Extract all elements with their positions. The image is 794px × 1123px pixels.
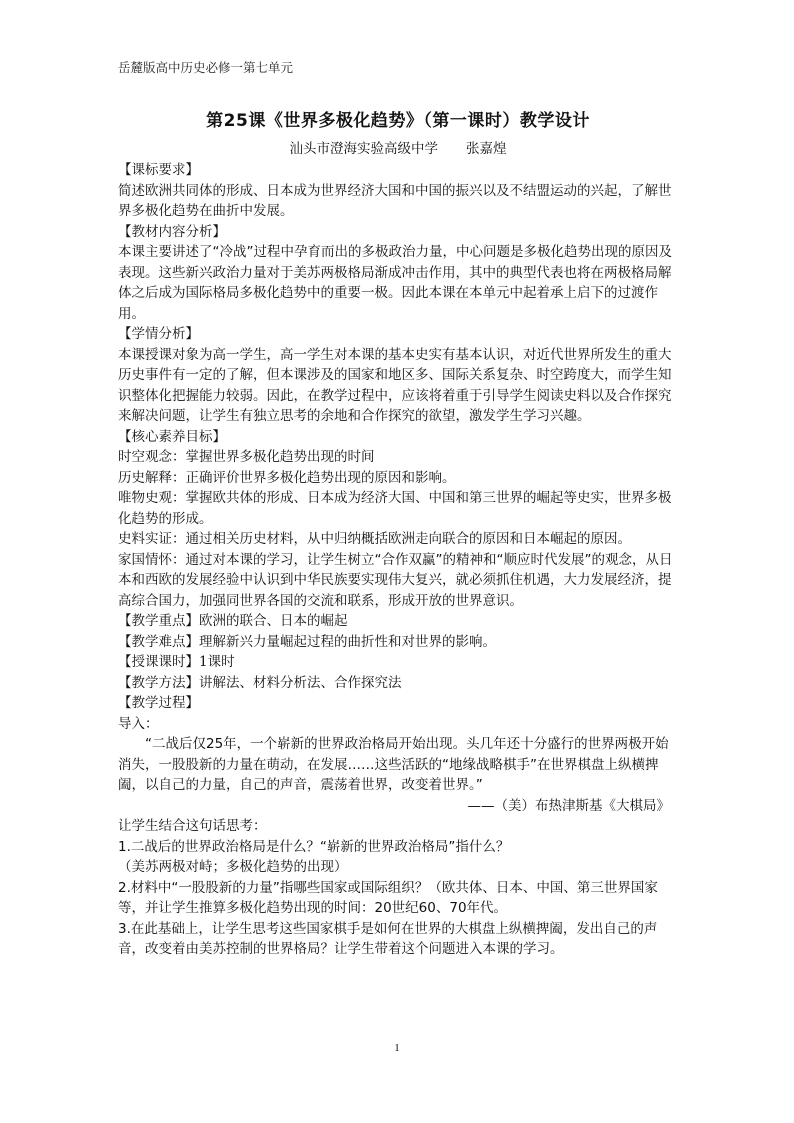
materials-text: 本课主要讲述了“冷战”过程中孕育而出的多极政治力量，中心问题是多极化趋势出现的原因及表现。这些新兴政治力量对于美苏两极格局渐成冲击作用，其中的典型代表也将在两极格局解体之后成为国际格局多极化趋势中的重要一极。因此本课在本单元中起着承上启下的过渡作用。: [118, 244, 672, 322]
competency-item-interpretation: 历史解释：正确评价世界多极化趋势出现的原因和影响。: [118, 469, 456, 486]
prompt-text: 让学生结合这句话思考：: [118, 818, 267, 834]
difficulty-text: 理解新兴力量崛起过程的曲折性和对世界的影响。: [199, 633, 496, 650]
difficulty-line: [118, 632, 678, 653]
hours-label: 【授课课时】: [118, 654, 199, 670]
author-school: 汕头市澄海实验高级中学: [289, 141, 438, 157]
competency-heading: 【核心素养目标】: [118, 428, 226, 445]
methods-label: 【教学方法】: [118, 674, 199, 691]
competency-item-patriotism: 家国情怀：通过对本课的学习，让学生树立“合作双赢”的精神和“顺应时代发展”的观念，从日本和西欧的发展经验中认识到中华民族要实现伟大复兴，就必须抓住机遇，大力发展经济，提高综合国力，加强同世界各国的交流和联系，形成开放的世界意识。: [118, 551, 673, 609]
hours-text: 1课时: [199, 654, 235, 670]
question-3: 3.在此基础上，让学生思考这些国家棋手是如何在世界的大棋盘上纵横捭阖，发出自己的声音，改变着由美苏控制的世界格局？让学生带着这个问题进入本课的学习。: [118, 920, 658, 957]
key-points-text: 欧洲的联合、日本的崛起: [199, 613, 348, 629]
running-header: 岳麓版高中历史必修一第七单元: [118, 60, 294, 75]
curriculum-heading: 【课标要求】: [118, 162, 199, 178]
competency-item-materialism: 唯物史观：掌握欧共体的形成、日本成为经济大国、中国和第三世界的崛起等史实，世界多极化趋势的形成。: [118, 490, 672, 527]
quote-source: ——（美）布热津斯基《大棋局》: [467, 797, 670, 814]
materials-heading: 【教材内容分析】: [118, 223, 226, 240]
process-heading: 【教学过程】: [118, 695, 199, 711]
key-points-line: [118, 611, 678, 632]
key-points-label: 【教学重点】: [118, 613, 199, 629]
document-body: [118, 160, 678, 960]
page-number: 1: [394, 1042, 400, 1054]
competency-item-space-time: 时空观念：掌握世界多极化趋势出现的时间: [118, 449, 375, 465]
answer-1: （美苏两极对峙；多极化趋势的出现）: [118, 859, 348, 875]
question-2: 2.材料中“一股股新的力量”指哪些国家或国际组织？（欧共体、日本、中国、第三世界国家等，并让学生推算多极化趋势出现的时间：20世纪60、70年代。: [118, 879, 658, 916]
question-1: 1.二战后的世界政治格局是什么？“崭新的世界政治格局”指什么？: [118, 838, 510, 855]
intro-label: 导入：: [118, 715, 159, 732]
methods-line: [118, 673, 678, 694]
document-title: 第25课《世界多极化趋势》（第一课时）教学设计: [206, 111, 590, 131]
intro-quote: “二战后仅25年，一个崭新的世界政治格局开始出现。头几年还十分盛行的世界两极开始消失，一股股新的力量在萌动，在发展……这些活跃的“地缘战略棋手”在世界棋盘上纵横捭阖，以自己的力量，自己的声音，震荡着世界，改变着世界。”: [118, 736, 669, 793]
author-name: 张嘉煌: [466, 141, 507, 157]
methods-text: 讲解法、材料分析法、合作探究法: [199, 674, 402, 691]
competency-item-evidence: 史料实证：通过相关历史材料，从中归纳概括欧洲走向联合的原因和日本崛起的原因。: [118, 531, 631, 547]
difficulty-label: 【教学难点】: [118, 633, 199, 650]
curriculum-text: 简述欧洲共同体的形成、日本成为世界经济大国和中国的振兴以及不结盟运动的兴起，了解世界多极化趋势在曲折中发展。: [118, 182, 672, 219]
hours-line: [118, 652, 678, 673]
learners-text: 本课授课对象为高一学生，高一学生对本课的基本史实有基本认识，对近代世界所发生的重大历史事件有一定的了解，但本课涉及的国家和地区多、国际关系复杂、时空跨度大，而学生知识整体化把握能力较弱。因此，在教学过程中，应该将着重于引导学生阅读史料以及合作探究来解决问题，让学生有独立思考的余地和合作探究的欲望，激发学生学习兴趣。: [118, 346, 672, 424]
author-line: [118, 137, 678, 157]
learners-heading: 【学情分析】: [118, 326, 199, 342]
